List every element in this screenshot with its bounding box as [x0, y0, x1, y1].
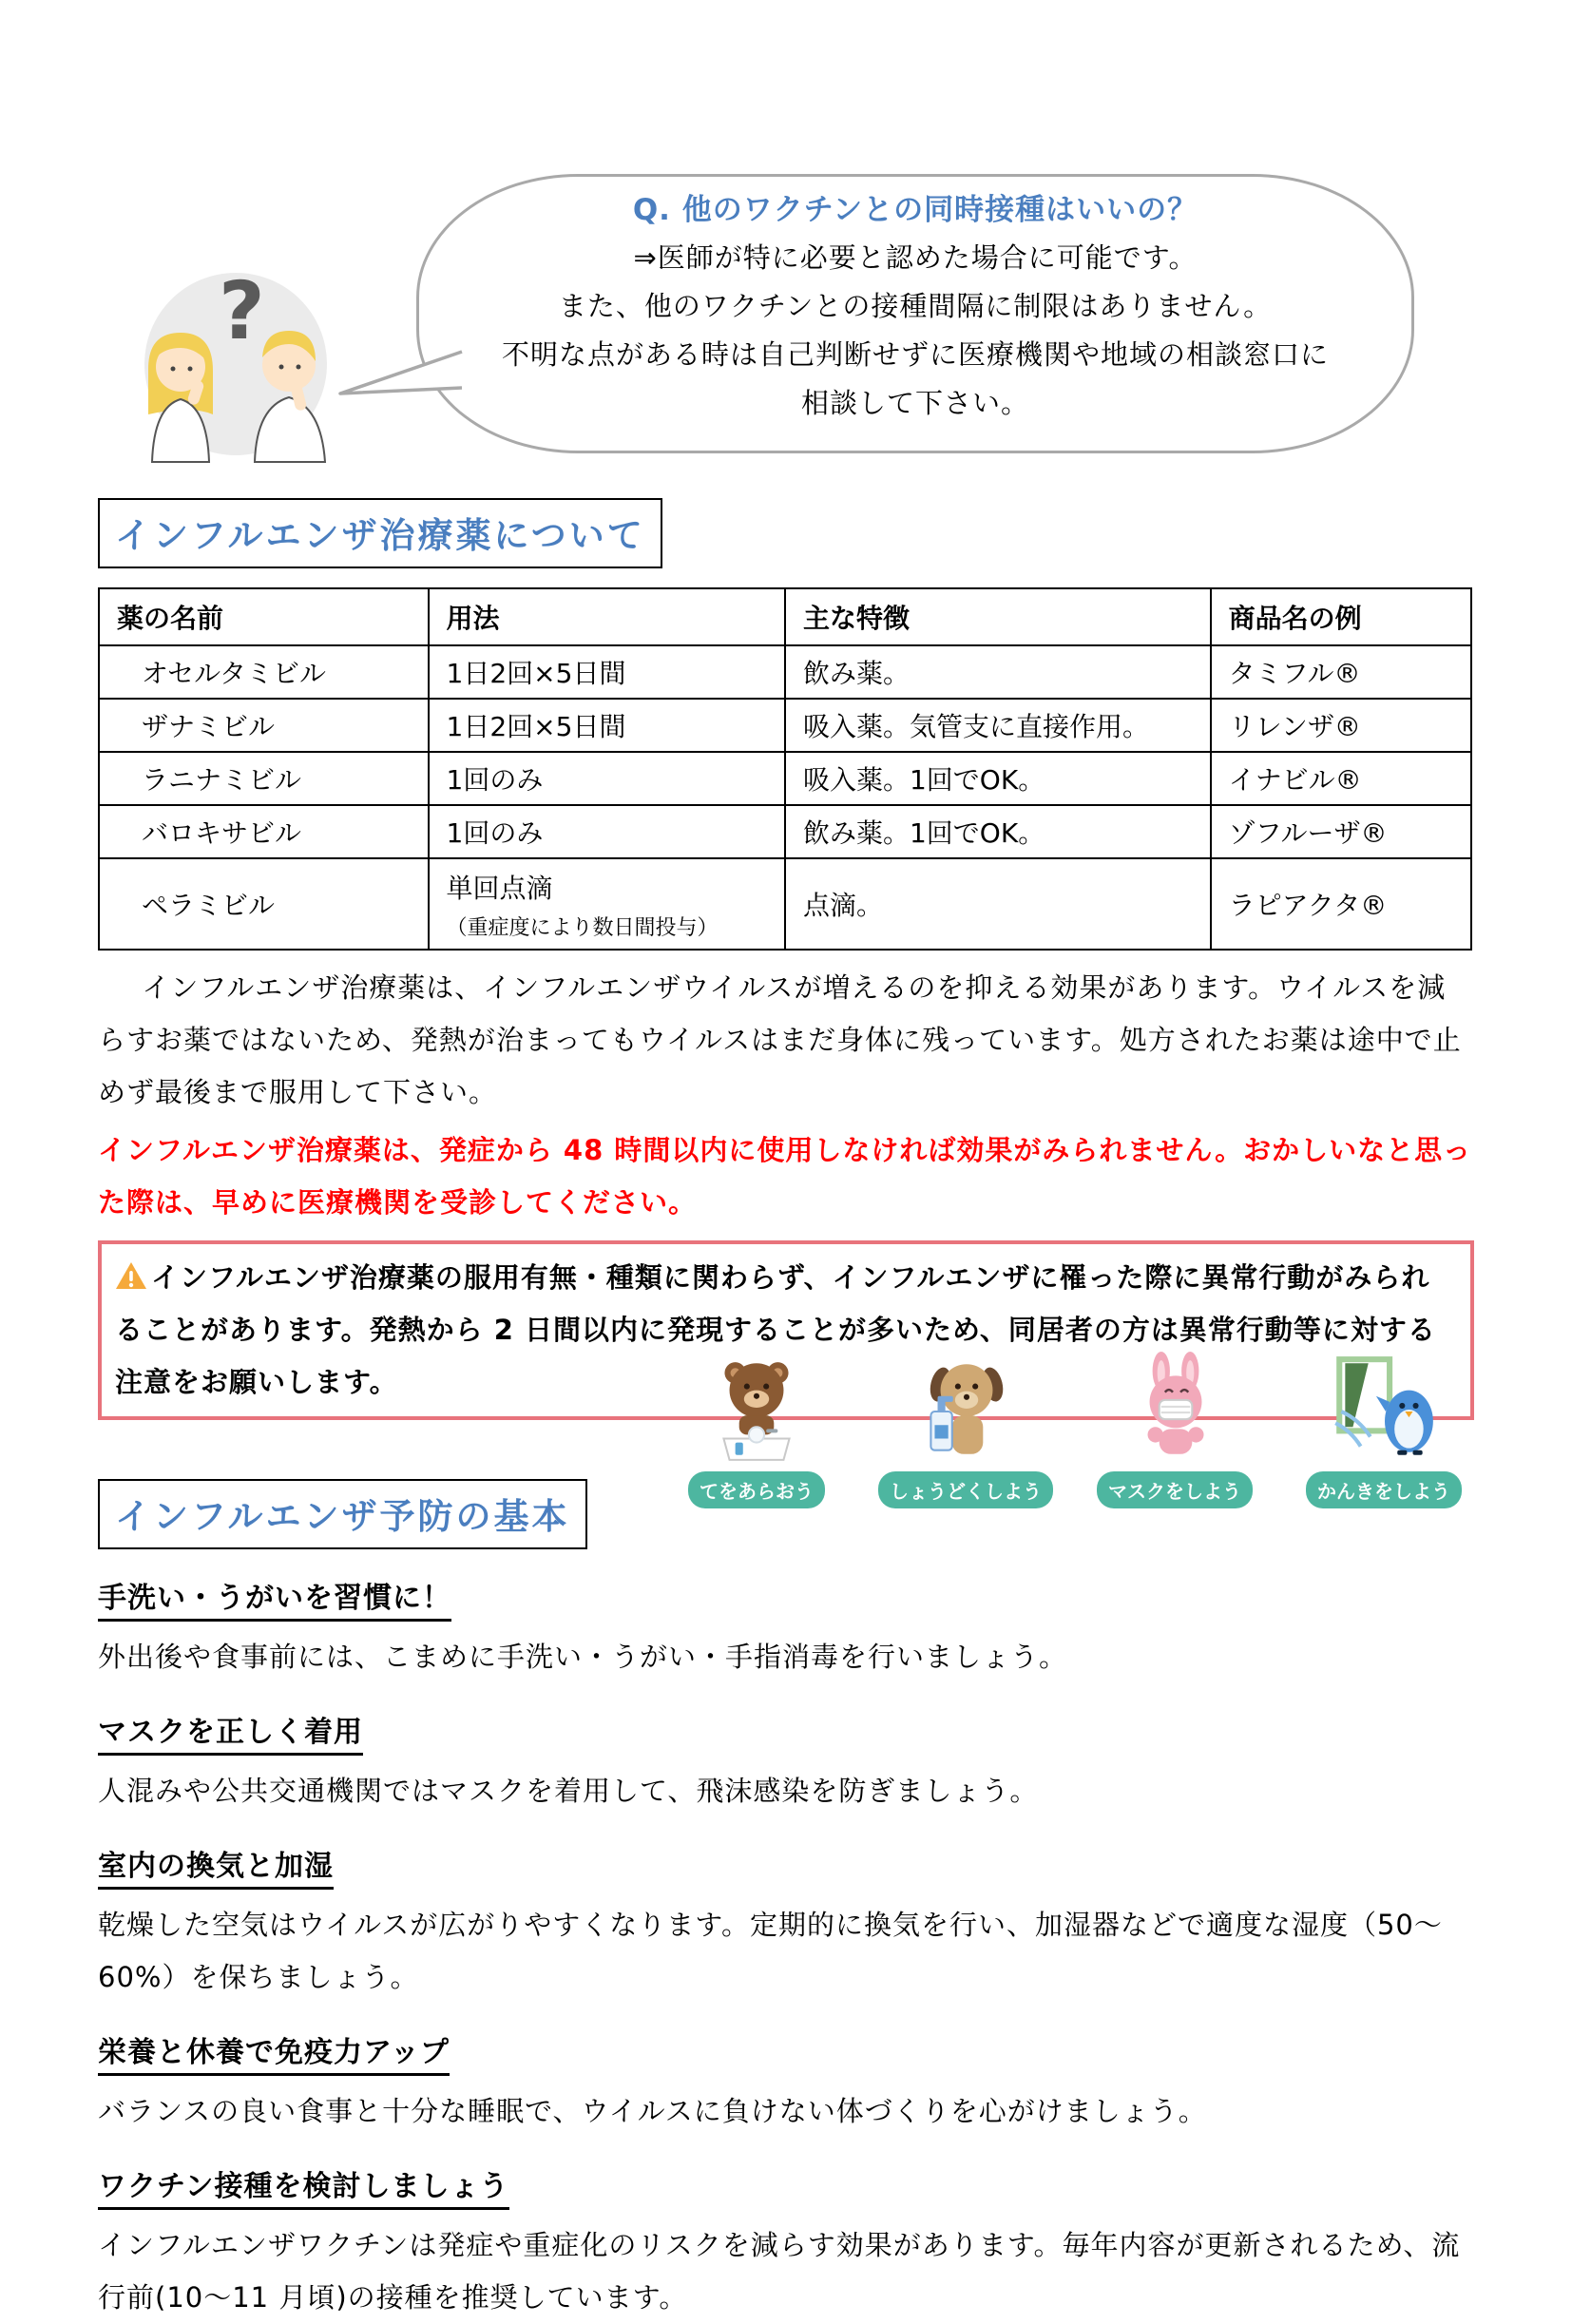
svg-text:?: ? [219, 264, 265, 357]
drug-name: オセルタミビル [99, 645, 429, 699]
prevention-mascot-row [663, 1352, 1477, 1508]
qa-answer-line: 不明な点がある時は自己判断せずに医療機関や地域の相談窓口に [501, 338, 1329, 371]
drug-name: ペラミビル [99, 858, 429, 950]
mascot-mask [1082, 1352, 1268, 1508]
treatment-red-warning: インフルエンザ治療薬は、発症から 48 時間以内に使用しなければ効果がみられません。おかしいなと思った際は、早めに医療機関を受診してください。 [98, 1134, 1472, 1219]
prevention-heading: ワクチン接種を検討しましょう [98, 2162, 1474, 2204]
drug-features: 点滴。 [785, 858, 1211, 950]
prevention-heading: 室内の換気と加湿 [98, 1842, 1474, 1884]
drug-brand: ラピアクタ® [1211, 858, 1471, 950]
table-row [99, 858, 1471, 950]
treatment-section-title: インフルエンザ治療薬について [98, 498, 662, 568]
mascot-label: マスクをしよう [1097, 1471, 1253, 1508]
table-header-row [99, 588, 1471, 645]
qa-bubble-text [435, 186, 1395, 428]
penguin-ventilation-icon [1326, 1352, 1442, 1468]
qa-answer-line: また、他のワクチンとの接種間隔に制限はありません。 [558, 290, 1273, 322]
col-header-brand: 商品名の例 [1211, 588, 1471, 645]
prevention-heading: 手洗い・うがいを習慣に！ [98, 1574, 1474, 1616]
drug-name: バロキサビル [99, 805, 429, 858]
prevention-body: バランスの良い食事と十分な睡眠で、ウイルスに負けない体づくりを心がけましょう。 [98, 2095, 1207, 2127]
prevention-body: 外出後や食事前には、こまめに手洗い・うがい・手指消毒を行いましょう。 [98, 1641, 1068, 1673]
prevention-heading: マスクを正しく着用 [98, 1708, 1474, 1750]
prevention-body: インフルエンザワクチンは発症や重症化のリスクを減らす効果があります。毎年内容が更新されるため、流行前(10～11 月頃)の接種を推奨しています。 [98, 2229, 1461, 2314]
table-row [99, 805, 1471, 858]
drug-features: 吸入薬。気管支に直接作用。 [785, 699, 1211, 752]
mascot-handwash [663, 1352, 850, 1508]
mascot-label: しょうどくしよう [878, 1471, 1053, 1508]
drug-usage: 1回のみ [429, 752, 785, 805]
qa-answer-line: 相談して下さい。 [800, 387, 1029, 419]
drug-features: 吸入薬。1回でOK。 [785, 752, 1211, 805]
drug-usage: 1日2回×5日間 [429, 699, 785, 752]
drug-name: ラニナミビル [99, 752, 429, 805]
drug-usage [429, 858, 785, 950]
drug-usage: 1日2回×5日間 [429, 645, 785, 699]
prevention-section-title: インフルエンザ予防の基本 [98, 1479, 587, 1549]
rabbit-mask-icon [1117, 1352, 1233, 1468]
drug-table [98, 587, 1472, 951]
drug-brand: リレンザ® [1211, 699, 1471, 752]
table-row [99, 645, 1471, 699]
drug-brand: タミフル® [1211, 645, 1471, 699]
treatment-paragraph: インフルエンザ治療薬は、インフルエンザウイルスが増えるのを抑える効果があります。ウイルスを減らすお薬ではないため、発熱が治まってもウイルスはまだ身体に残っています。処方されたお薬は途中で止めず最後まで服用して下さい。 [98, 971, 1462, 1108]
table-row [99, 699, 1471, 752]
bear-handwash-icon [699, 1352, 815, 1468]
drug-brand: ゾフルーザ® [1211, 805, 1471, 858]
mascot-ventilation [1291, 1352, 1477, 1508]
col-header-features: 主な特徴 [785, 588, 1211, 645]
col-header-usage: 用法 [429, 588, 785, 645]
prevention-body: 乾燥した空気はウイルスが広がりやすくなります。定期的に換気を行い、加湿器などで適度な湿度（50～60%）を保ちましょう。 [98, 1909, 1443, 1993]
drug-usage: 1回のみ [429, 805, 785, 858]
col-header-drug-name: 薬の名前 [99, 588, 429, 645]
drug-features: 飲み薬。1回でOK。 [785, 805, 1211, 858]
drug-usage-main: 単回点滴 [446, 872, 553, 904]
prevention-body: 人混みや公共交通機関ではマスクを着用して、飛沫感染を防ぎましょう。 [98, 1775, 1039, 1807]
drug-usage-note: （重症度により数日間投与） [446, 915, 719, 940]
table-row [99, 752, 1471, 805]
mascot-label: かんきをしよう [1306, 1471, 1462, 1508]
dog-disinfect-icon [908, 1352, 1024, 1468]
drug-name: ザナミビル [99, 699, 429, 752]
mascot-disinfect [872, 1352, 1059, 1508]
prevention-heading: 栄養と休養で免疫力アップ [98, 2028, 1474, 2070]
mascot-label: てをあらおう [688, 1471, 825, 1508]
thinking-people-illustration [103, 255, 361, 462]
drug-features: 飲み薬。 [785, 645, 1211, 699]
qa-question: Q. 他のワクチンとの同時接種はいいの？ [632, 193, 1198, 227]
caution-box-text: インフルエンザ治療薬の服用有無・種類に関わらず、インフルエンザに罹った際に異常行動がみられることがあります。発熱から 2 日間以内に発現することが多いため、同居者の方は異常行動等に対する注意をお願いします。 [115, 1261, 1436, 1398]
warning-triangle-icon [115, 1261, 147, 1290]
qa-answer-line: ⇒医師が特に必要と認めた場合に可能です。 [633, 241, 1198, 274]
drug-brand: イナビル® [1211, 752, 1471, 805]
